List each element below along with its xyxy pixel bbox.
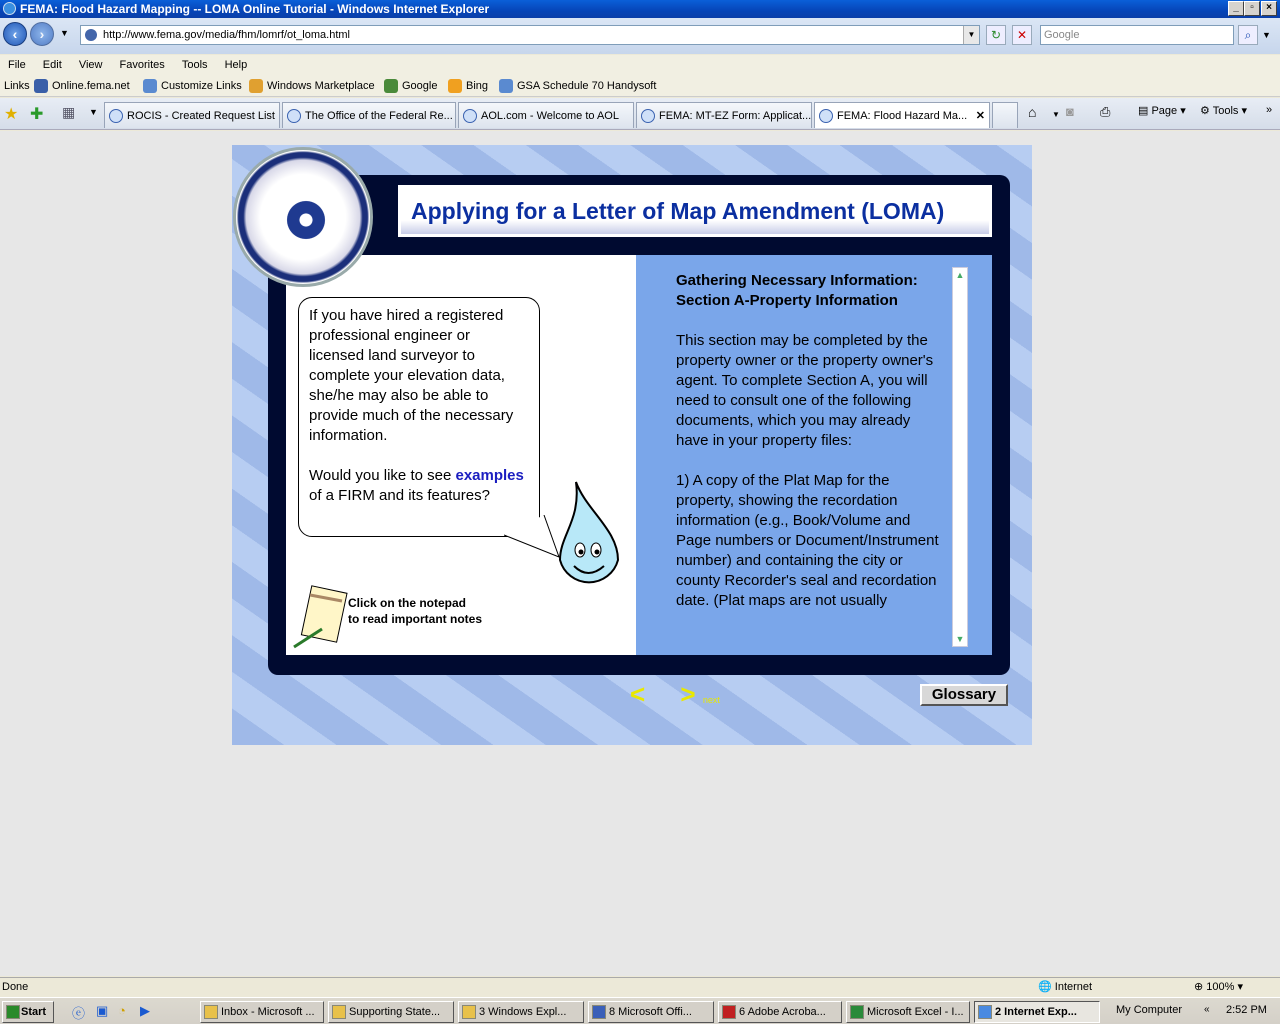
scroll-down-icon[interactable]: ▼ [955, 634, 965, 644]
start-button[interactable] [2, 1001, 54, 1023]
tools-menu-label: Tools [1212, 105, 1239, 117]
history-dropdown-icon[interactable]: ▼ [60, 28, 69, 38]
taskbar-windows-explorer[interactable] [458, 1001, 584, 1023]
quick-tabs-icon[interactable]: ▦ [62, 104, 76, 120]
ie-page-icon [143, 79, 157, 93]
tutorial-navigation [630, 681, 720, 713]
favorites-star-icon[interactable]: ★ [4, 106, 19, 123]
ie-page-icon [463, 109, 477, 123]
taskbar-item-label: 3 Windows Expl... [479, 1006, 567, 1018]
tab-fema-flood-hazard[interactable] [814, 102, 990, 128]
taskbar-item-label: 8 Microsoft Offi... [609, 1006, 692, 1018]
tab-list-dropdown-icon[interactable]: ▼ [89, 107, 98, 117]
tab-label: FEMA: Flood Hazard Ma... [837, 110, 968, 122]
bing-icon [448, 79, 462, 93]
marketplace-icon [249, 79, 263, 93]
bubble-text-2-pre: Would you like to see [309, 467, 456, 484]
notepad-instructions-line-2: to read important notes [348, 612, 483, 626]
link-bing[interactable] [448, 75, 488, 97]
information-paragraph-2: 1) A copy of the Plat Map for the property, showing the recordation information (e.g., Book/Volume and Page numbers or Document/Instrument number) and containing the city or county Recorder's seal and recordation date. (Plat maps are not usually [676, 472, 939, 609]
next-label: next [702, 695, 720, 705]
clock: 2:52 PM [1226, 1004, 1267, 1016]
add-favorite-icon[interactable]: ✚ [30, 106, 44, 123]
link-gsa-schedule[interactable] [499, 75, 656, 97]
address-dropdown-icon[interactable]: ▼ [963, 26, 979, 44]
links-bar [0, 75, 1280, 97]
refresh-icon[interactable]: ↻ [986, 25, 1006, 45]
dhs-seal-logo [233, 147, 373, 287]
mail-icon [332, 1005, 346, 1019]
scroll-up-icon[interactable]: ▲ [955, 270, 965, 280]
taskbar-microsoft-office[interactable] [588, 1001, 714, 1023]
speech-bubble [298, 297, 540, 537]
windows-logo-icon [6, 1005, 20, 1019]
ie-page-icon [109, 109, 123, 123]
information-pane [636, 255, 992, 655]
address-bar[interactable] [80, 25, 980, 45]
fema-icon [641, 109, 655, 123]
back-icon[interactable]: ‹ [3, 22, 27, 46]
close-tab-icon[interactable]: ✕ [975, 110, 985, 122]
taskbar-inbox[interactable] [200, 1001, 324, 1023]
feeds-icon[interactable]: ◙ [1066, 104, 1074, 119]
security-zone: 🌐 Internet [1038, 981, 1093, 993]
close-window-button[interactable]: × [1261, 1, 1277, 16]
outlook-icon [204, 1005, 218, 1019]
security-zone-label: Internet [1054, 981, 1093, 993]
quicklaunch-ie-icon[interactable]: ⓔ [72, 1006, 86, 1021]
quicklaunch-desktop-icon[interactable]: ▣ [96, 1003, 109, 1018]
word-icon [592, 1005, 606, 1019]
status-text: Done [2, 981, 29, 993]
flash-tutorial [232, 145, 1032, 745]
tray-expand-icon[interactable]: « [1204, 1004, 1210, 1015]
menu-file[interactable]: File [8, 59, 26, 71]
page-menu-label: Page [1151, 105, 1178, 117]
character-pane [286, 255, 636, 655]
information-heading [676, 271, 944, 311]
menu-edit[interactable]: Edit [42, 59, 62, 71]
taskbar-item-label: Microsoft Excel - I... [867, 1006, 964, 1018]
taskbar-item-label: 6 Adobe Acroba... [739, 1006, 826, 1018]
start-label: Start [21, 1006, 47, 1018]
navigation-bar [0, 18, 1280, 54]
toolbar-overflow-icon[interactable]: » [1266, 104, 1273, 116]
excel-icon [850, 1005, 864, 1019]
window-title: FEMA: Flood Hazard Mapping -- LOMA Online Tutorial - Windows Internet Explorer [20, 2, 490, 16]
eagle-emblem-icon [284, 198, 328, 242]
ie-icon [978, 1005, 992, 1019]
tab-label: The Office of the Federal Re... [305, 110, 453, 122]
taskbar-adobe-acrobat[interactable] [718, 1001, 842, 1023]
notepad-icon[interactable] [292, 585, 350, 649]
search-options-icon[interactable]: ▼ [1262, 30, 1271, 40]
link-label: Customize Links [161, 80, 242, 92]
notepad-instructions [348, 595, 482, 627]
fema-icon [34, 79, 48, 93]
bubble-text-1: If you have hired a registered professional engineer or licensed land surveyor to complete your elevation data, she/he may also be able to provide much of the necessary information. [309, 307, 514, 444]
quicklaunch-media-icon[interactable]: ▶ [140, 1003, 150, 1018]
examples-link[interactable]: examples [455, 467, 524, 484]
home-dropdown-icon[interactable]: ▼ [1052, 110, 1060, 119]
ie-page-icon [499, 79, 513, 93]
google-icon [384, 79, 398, 93]
links-label: Links [4, 80, 30, 92]
tutorial-header [398, 185, 992, 237]
information-text [676, 271, 944, 631]
taskbar-item-label: 2 Internet Exp... [995, 1006, 1077, 1018]
link-label: GSA Schedule 70 Handysoft [517, 80, 657, 92]
speech-bubble-tail [504, 515, 564, 565]
taskbar-internet-explorer[interactable] [974, 1001, 1100, 1023]
search-icon[interactable]: ⌕ [1238, 25, 1258, 45]
link-label: Google [402, 80, 438, 92]
ie-page-icon [287, 109, 301, 123]
my-computer-label[interactable]: My Computer [1116, 1004, 1183, 1016]
tab-fema-mt-ez[interactable] [636, 102, 812, 128]
menu-tools[interactable]: Tools [181, 59, 208, 71]
zoom-level: 100% [1206, 981, 1235, 993]
print-icon[interactable]: ⎙ [1100, 104, 1111, 119]
tab-bar [0, 98, 1280, 130]
new-tab-button[interactable] [992, 102, 1018, 128]
link-label: Windows Marketplace [267, 80, 375, 92]
tab-label: ROCIS - Created Request List [127, 110, 275, 122]
home-icon[interactable]: ⌂ [1028, 104, 1037, 120]
menu-favorites[interactable]: Favorites [119, 59, 165, 71]
forward-icon[interactable]: › [30, 22, 54, 46]
tab-rocis[interactable] [104, 102, 280, 128]
tools-menu[interactable]: ⚙ Tools ▾ [1200, 105, 1247, 117]
link-online-fema[interactable] [34, 75, 130, 97]
taskbar-item-label: Supporting State... [349, 1006, 441, 1018]
zoom-control[interactable]: ⊕ 100% ▾ [1194, 981, 1243, 993]
link-customize-links[interactable] [143, 75, 242, 97]
ie-icon [3, 2, 16, 15]
tab-label: AOL.com - Welcome to AOL [481, 110, 619, 122]
minimize-button[interactable]: _ [1228, 1, 1244, 16]
window-titlebar [0, 0, 1280, 18]
water-drop-mascot-icon [556, 480, 626, 590]
tab-federal-register[interactable] [282, 102, 456, 128]
taskbar-supporting-state[interactable] [328, 1001, 454, 1023]
status-bar [0, 977, 1280, 996]
information-scrollbar[interactable] [952, 267, 968, 647]
taskbar-excel[interactable] [846, 1001, 970, 1023]
fema-icon [819, 109, 833, 123]
folder-icon [462, 1005, 476, 1019]
menu-bar [0, 55, 1280, 75]
information-paragraph-1: This section may be completed by the property owner or the property owner's agent. To complete Section A, you will need to consult one of the following documents, which you may already have in your property files: [676, 332, 934, 449]
taskbar [0, 997, 1280, 1024]
link-google[interactable] [384, 75, 437, 97]
link-label: Bing [466, 80, 489, 92]
page-favicon-icon [85, 29, 97, 41]
maximize-button[interactable]: ▫ [1244, 1, 1260, 16]
bubble-text-2-post: of a FIRM and its features? [309, 487, 490, 504]
link-label: Online.fema.net [52, 80, 130, 92]
page-menu[interactable]: ▤ Page ▾ [1138, 105, 1186, 117]
address-url: http://www.fema.gov/media/fhm/lomrf/ot_loma.html [103, 29, 350, 41]
link-windows-marketplace[interactable] [249, 75, 375, 97]
tab-aol[interactable] [458, 102, 634, 128]
tutorial-title: Applying for a Letter of Map Amendment (LOMA) [411, 198, 945, 224]
heading-line-2: Section A-Property Information [676, 292, 898, 309]
glossary-button[interactable]: Glossary [920, 684, 1008, 706]
heading-line-1: Gathering Necessary Information: [676, 272, 918, 289]
notepad-instructions-line-1: Click on the notepad [348, 596, 467, 610]
acrobat-icon [722, 1005, 736, 1019]
menu-view[interactable]: View [78, 59, 103, 71]
next-button[interactable]: > [680, 679, 696, 709]
taskbar-item-label: Inbox - Microsoft ... [221, 1006, 315, 1018]
stop-icon[interactable]: ✕ [1012, 25, 1032, 45]
menu-help[interactable]: Help [224, 59, 248, 71]
bubble-text-2 [309, 466, 529, 506]
tab-label: FEMA: MT-EZ Form: Applicat... [659, 110, 812, 122]
quicklaunch-outlook-icon[interactable]: ◔ [118, 1003, 126, 1018]
previous-button[interactable]: < [630, 679, 646, 709]
search-input[interactable]: Google [1040, 25, 1234, 45]
